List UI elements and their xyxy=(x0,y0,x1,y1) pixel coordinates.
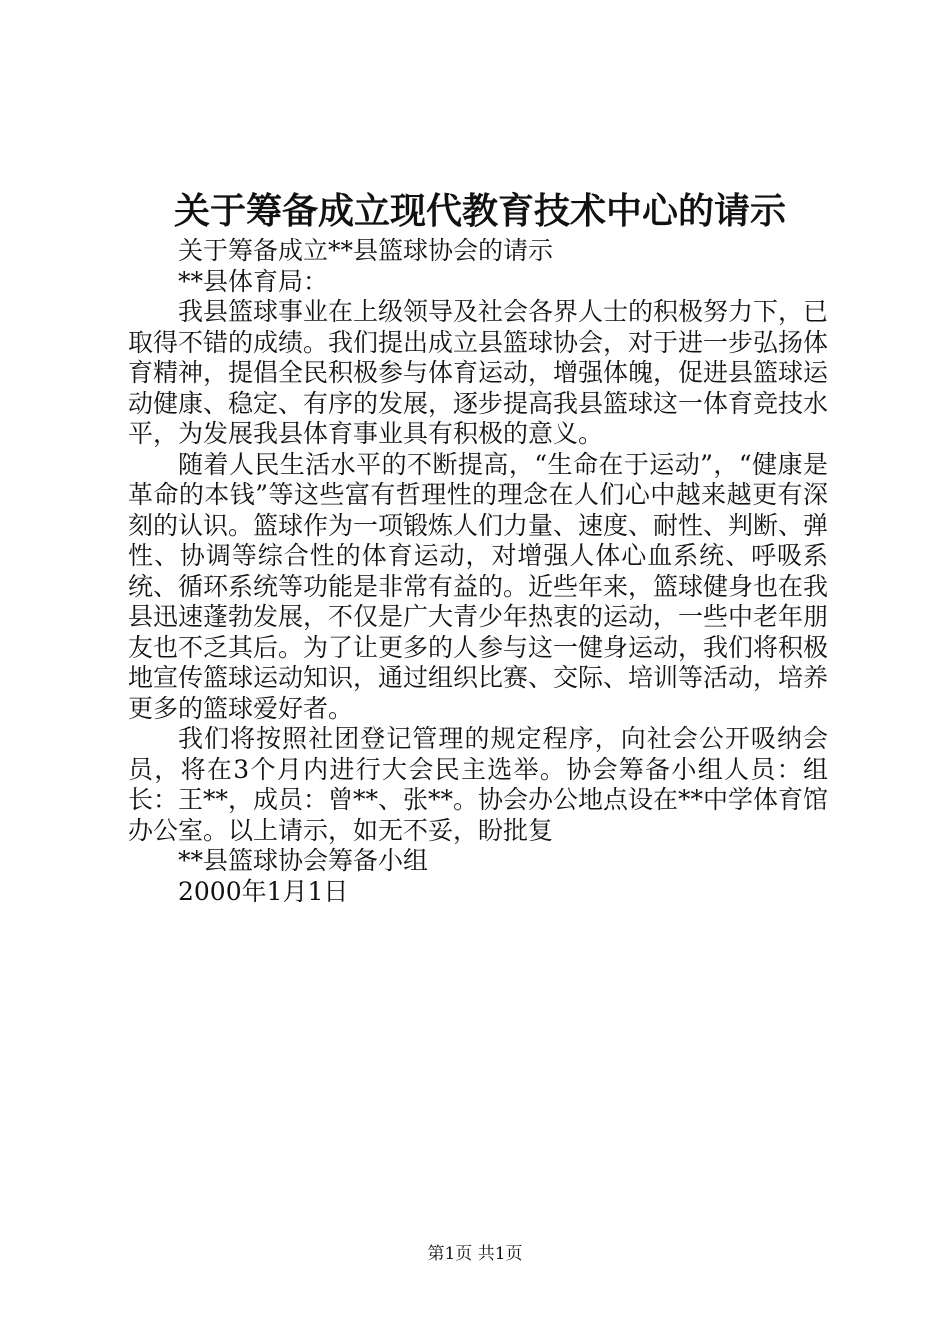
paragraph-2: 随着人民生活水平的不断提高，“生命在于运动”，“健康是革命的本钱”等这些富有哲理性的理念在人们心中越来越更有深刻的认识。篮球作为一项锻炼人们力量、速度、耐性、判断、弹性、协调等综合性的体育运动，对增强人体心血系统、呼吸系统、循环系统等功能是非常有益的。近些年来，篮球健身也在我县迅速蓬勃发展，不仅是广大青少年热衷的运动，一些中老年朋友也不乏其后。为了让更多的人参与这一健身运动，我们将积极地宣传篮球运动知识，通过组织比赛、交际、培训等活动，培养更多的篮球爱好者。 xyxy=(128,449,829,723)
document-subtitle: 关于筹备成立**县篮球协会的请示 xyxy=(178,236,554,265)
document-title: 关于筹备成立现代教育技术中心的请示 xyxy=(173,190,786,232)
page-footer: 第1页 共1页 xyxy=(427,1244,523,1264)
document-body xyxy=(128,236,828,907)
document-date: 2000年1月1日 xyxy=(178,876,349,906)
signature: **县篮球协会筹备小组 xyxy=(178,846,429,875)
addressee: **县体育局： xyxy=(178,266,329,296)
paragraph-3: 我们将按照社团登记管理的规定程序，向社会公开吸纳会员，将在3个月内进行大会民主选举。协会筹备小组人员：组长：王**，成员：曾**、张**。协会办公地点设在**中学体育馆办公室。以上请示，如无不妥，盼批复 xyxy=(128,724,829,845)
paragraph-1: 我县篮球事业在上级领导及社会各界人士的积极努力下，已取得不错的成绩。我们提出成立县篮球协会，对于进一步弘扬体育精神，提倡全民积极参与体育运动，增强体魄，促进县篮球运动健康、稳定、有序的发展，逐步提高我县篮球这一体育竞技水平，为发展我县体育事业具有积极的意义。 xyxy=(128,297,829,448)
